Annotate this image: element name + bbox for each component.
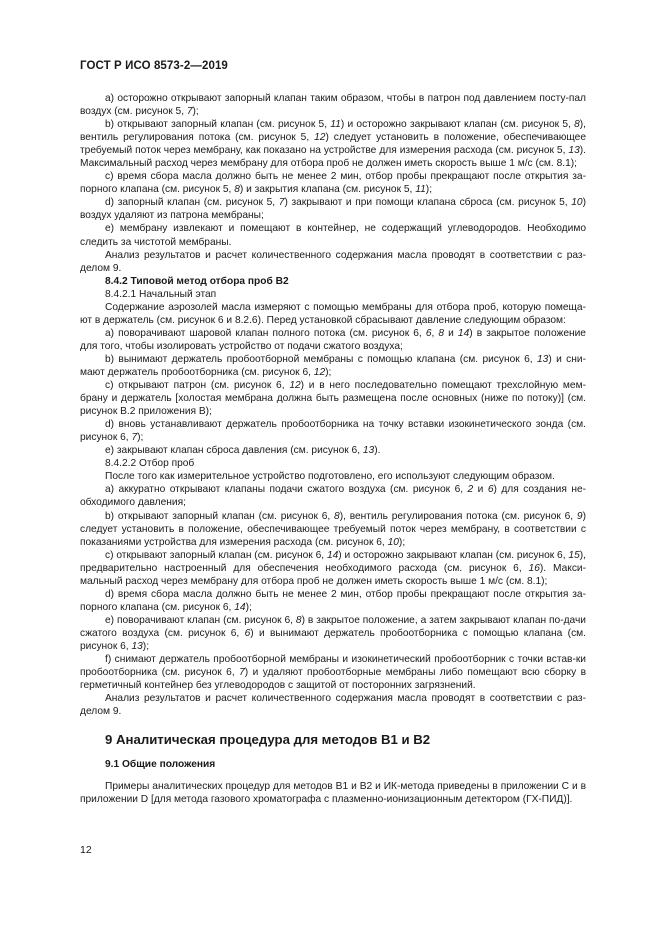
paragraph: c) время сбора масла должно быть не менее 2 мин, отбор пробы прекращают после открытия за-порного клапана (см. рисунок 5, 8) и закрытия клапана (см. рисунок 5, 11); — [80, 171, 586, 196]
paragraph: d) запорный клапан (см. рисунок 5, 7) закрывают и при помощи клапана сброса (см. рисунок 5, 10) воздух удаляют из патрона мембраны; — [80, 197, 586, 222]
paragraph-list — [80, 92, 586, 718]
document-header: ГОСТ Р ИСО 8573-2—2019 — [80, 60, 228, 72]
paragraph: c) открывают запорный клапан (см. рисунок 6, 14) и осторожно закрывают клапан (см. рисунок 6, 15), предварительно настроенный для обеспечения необходимого расхода (см. рисунок 6, 16). Макси-мальный расход через мембрану для отбора проб не должен иметь скорость выше 1 м/с (см. 8.1); — [80, 549, 586, 587]
paragraph: a) поворачивают шаровой клапан полного потока (см. рисунок 6, 6, 8 и 14) в закрытое положение для того, чтобы изолировать устройство от подачи сжатого воздуха; — [80, 327, 586, 352]
paragraph: Анализ результатов и расчет количественного содержания масла проводят в соответствии с раз-делом 9. — [80, 693, 586, 718]
paragraph: b) открывают запорный клапан (см. рисунок 6, 8), вентиль регулирования потока (см. рисунок 6, 9) следует установить в положение, обеспечивающее требуемый поток через мембрану, в соответствии с показаниями устройства для измерения расхода (см. рисунок 6, 10); — [80, 510, 586, 548]
paragraph: 8.4.2.2 Отбор проб — [105, 458, 195, 470]
document-body — [80, 92, 586, 806]
paragraph: c) открывают патрон (см. рисунок 6, 12) и в него последовательно помещают трехслойную мем-брану и держатель [холостая мембрана должна быть размещена после основных (ниже по потоку)] (см. рисунок В.2 приложения В); — [80, 380, 586, 418]
paragraph: Анализ результатов и расчет количественного содержания масла проводят в соответствии с раз-делом 9. — [80, 249, 586, 274]
paragraph: d) вновь устанавливают держатель пробоотборника на точку вставки изокинетического зонда (см. рисунок 6, 7); — [80, 419, 586, 444]
paragraph: e) мембрану извлекают и помещают в контейнер, не содержащий углеводородов. Необходимо следить за чистотой мембраны. — [80, 223, 586, 248]
paragraph: a) аккуратно открывают клапаны подачи сжатого воздуха (см. рисунок 6, 2 и 6) для создания не-обходимого давления; — [80, 484, 586, 509]
paragraph: 8.4.2.1 Начальный этап — [105, 288, 217, 300]
paragraph: 8.4.2 Типовой метод отбора проб В2 — [105, 275, 289, 287]
paragraph: После того как измерительное устройство подготовлено, его используют следующим образом. — [105, 471, 555, 483]
paragraph: e) закрывают клапан сброса давления (см. рисунок 6, 13). — [105, 445, 381, 457]
subsection-heading: 9.1 Общие положения — [105, 759, 216, 771]
paragraph: b) вынимают держатель пробоотборной мембраны с помощью клапана (см. рисунок 6, 13) и сни-мают держатель пробоотборника (см. рисунок 6, 12); — [80, 353, 586, 378]
paragraph: Содержание аэрозолей масла измеряют с помощью мембраны для отбора проб, которую помеща-ют в держатель (см. рисунок 6 и 8.2.6). Перед установкой сбрасывают давление следующим образом: — [80, 301, 586, 326]
section-heading: 9 Аналитическая процедура для методов В1 и В2 — [105, 732, 431, 748]
section-text: Примеры аналитических процедур для методов В1 и В2 и ИК-метода приведены в приложении C и в приложении D [для метода газового хроматографа с плазменно-ионизационным детектором (ГХ-ПИД)]. — [80, 781, 586, 806]
page-number: 12 — [80, 844, 92, 856]
paragraph: b) открывают запорный клапан (см. рисунок 5, 11) и осторожно закрывают клапан (см. рисунок 5, 8), вентиль регулирования потока (см. рисунок 5, 12) следует установить в положение, обеспечивающее требуемый поток через мембрану, как показано на устройстве для измерения расхода (см. рисунок 5, 13). Максимальный расход через мембрану для отбора проб не должен иметь скорость выше 1 м/с (см. 8.1); — [80, 119, 586, 170]
paragraph: e) поворачивают клапан (см. рисунок 6, 8) в закрытое положение, а затем закрывают клапан по-дачи сжатого воздуха (см. рисунок 6, 6) и вынимают держатель пробоотборника с помощью клапана (см. рисунок 6, 13); — [80, 614, 586, 652]
paragraph: a) осторожно открывают запорный клапан таким образом, чтобы в патрон под давлением посту-пал воздух (см. рисунок 5, 7); — [80, 93, 586, 118]
paragraph: f) снимают держатель пробоотборной мембраны и изокинетический пробоотборник с точки встав-ки пробоотборника (см. рисунок 6, 7) и удаляют пробоотборные мембраны либо помещают всю сборку в герметичный контейнер без углеводородов с защитой от посторонних загрязнений. — [80, 654, 587, 692]
paragraph: d) время сбора масла должно быть не менее 2 мин, отбор пробы прекращают после открытия за-порного клапана (см. рисунок 6, 14); — [80, 588, 586, 613]
